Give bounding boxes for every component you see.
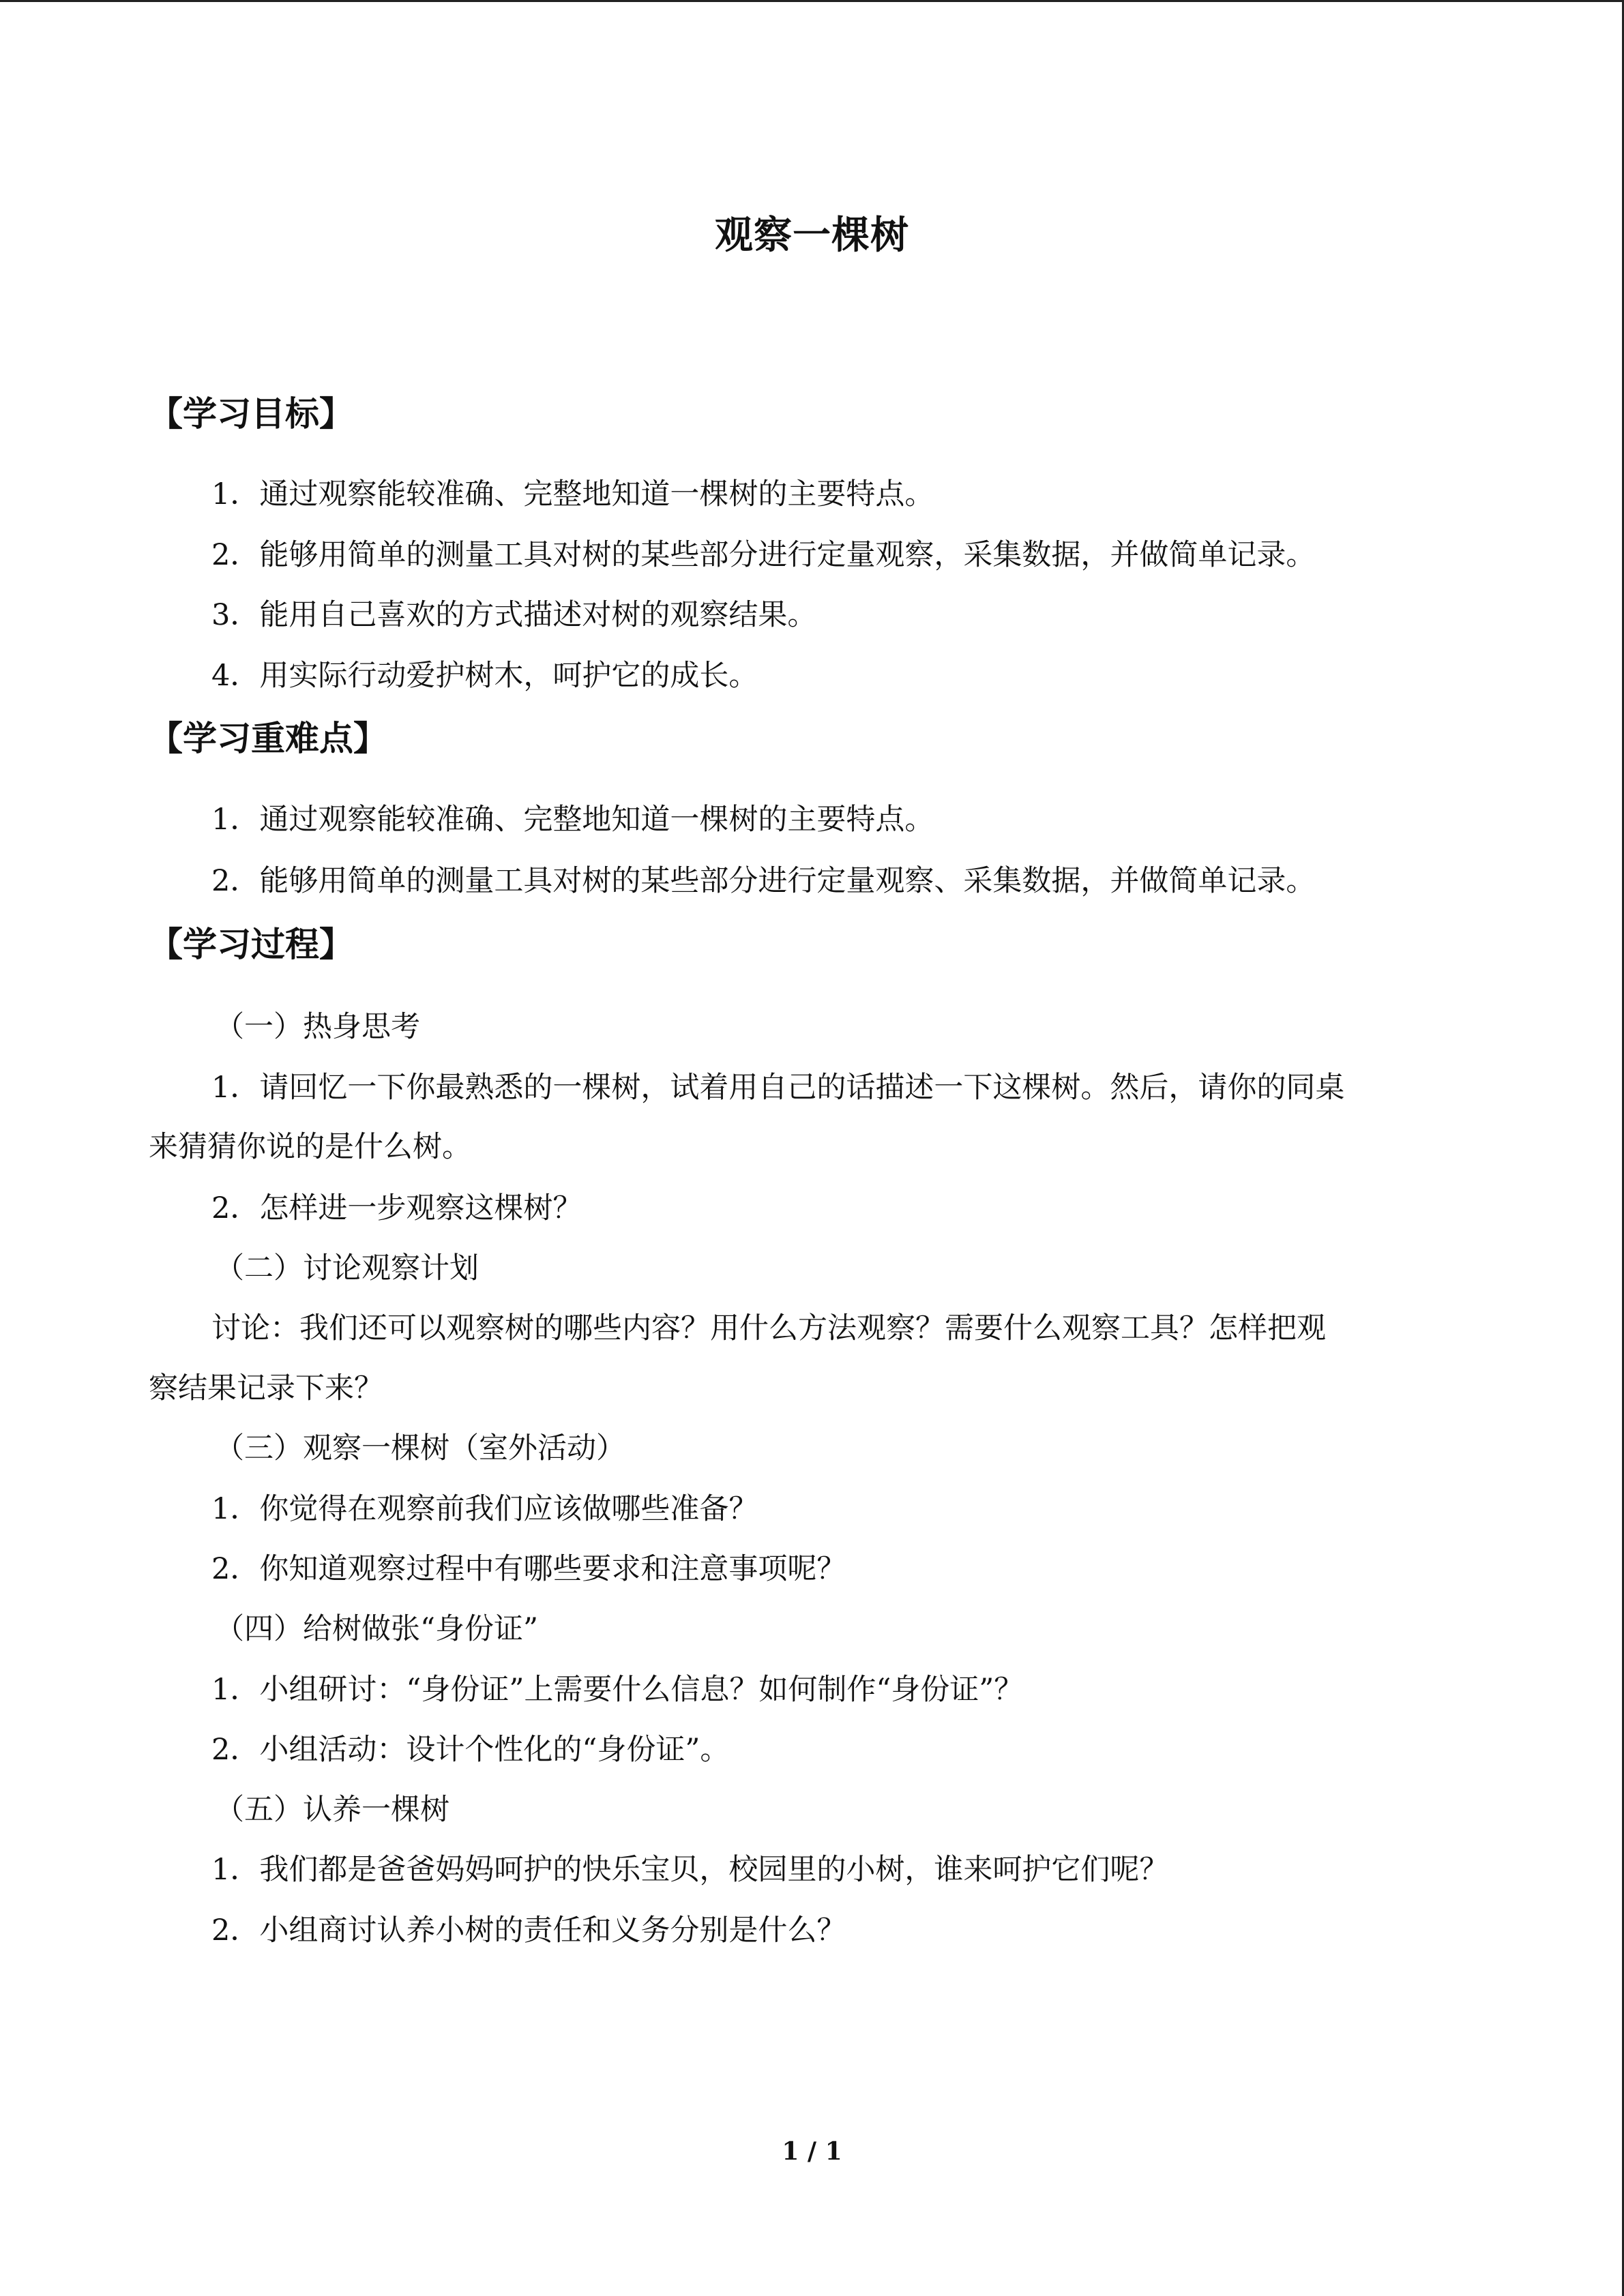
- part4-title: （四）给树做张“身份证”: [215, 1612, 538, 1646]
- part5-item1: 1．我们都是爸爸妈妈呵护的快乐宝贝，校园里的小树，谁来呵护它们呢？: [211, 1853, 1169, 1887]
- part5-item2: 2．小组商讨认养小树的责任和义务分别是什么？: [211, 1913, 846, 1948]
- section-heading-goals: 【学习目标】: [149, 394, 353, 434]
- part1-item1-line1: 1．请回忆一下你最熟悉的一棵树，试着用自己的话描述一下这棵树。然后，请你的同桌: [211, 1071, 1345, 1105]
- key-point-item-1: 1．通过观察能较准确、完整地知道一棵树的主要特点。: [211, 803, 934, 837]
- part2-discussion-line1: 讨论：我们还可以观察树的哪些内容？用什么方法观察？需要什么观察工具？怎样把观: [211, 1311, 1326, 1345]
- key-point-item-2: 2．能够用简单的测量工具对树的某些部分进行定量观察、采集数据，并做简单记录。: [211, 864, 1316, 898]
- part2-discussion-line2: 察结果记录下来？: [149, 1371, 383, 1405]
- page-title: 观察一棵树: [715, 213, 909, 258]
- goal-item-1: 1．通过观察能较准确、完整地知道一棵树的主要特点。: [211, 477, 934, 511]
- page-border-top: [0, 0, 1624, 2]
- part1-item2: 2．怎样进一步观察这棵树？: [211, 1191, 582, 1225]
- part4-item1: 1．小组研讨：“身份证”上需要什么信息？如何制作“身份证”？: [211, 1673, 1024, 1707]
- part3-item2: 2．你知道观察过程中有哪些要求和注意事项呢？: [211, 1552, 846, 1586]
- part2-title: （二）讨论观察计划: [215, 1251, 479, 1285]
- part1-title: （一）热身思考: [215, 1010, 420, 1044]
- part4-item2: 2．小组活动：设计个性化的“身份证”。: [211, 1733, 730, 1767]
- goal-item-3: 3．能用自己喜欢的方式描述对树的观察结果。: [211, 598, 817, 632]
- goal-item-4: 4．用实际行动爱护树木，呵护它的成长。: [211, 659, 758, 693]
- section-heading-process: 【学习过程】: [149, 925, 353, 964]
- part5-title: （五）认养一棵树: [215, 1793, 449, 1827]
- page-number: 1 / 1: [782, 2137, 842, 2166]
- section-heading-key-points: 【学习重难点】: [149, 719, 387, 758]
- part3-title: （三）观察一棵树（室外活动）: [215, 1431, 625, 1465]
- part3-item1: 1．你觉得在观察前我们应该做哪些准备？: [211, 1492, 758, 1526]
- goal-item-2: 2．能够用简单的测量工具对树的某些部分进行定量观察，采集数据，并做简单记录。: [211, 538, 1316, 572]
- part1-item1-line2: 来猜猜你说的是什么树。: [149, 1130, 471, 1164]
